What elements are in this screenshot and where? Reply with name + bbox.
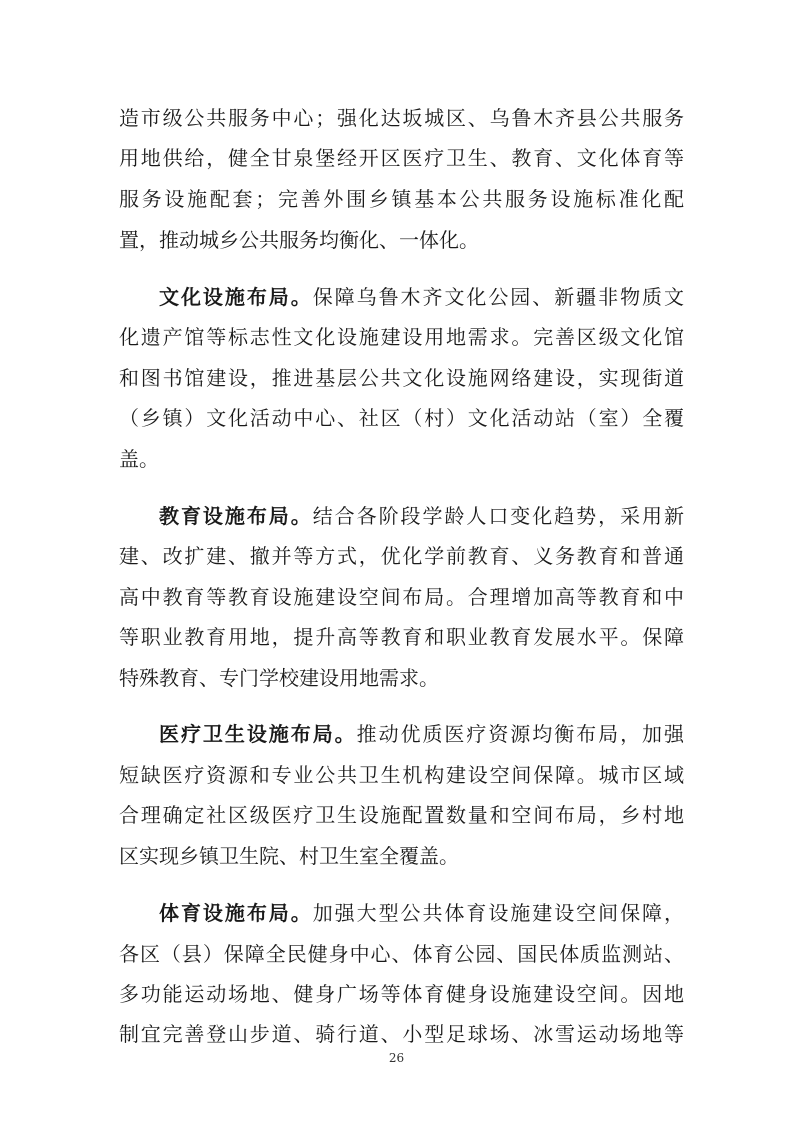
text-line: 服务设施配套；完善外围乡镇基本公共服务设施标准化配 (119, 187, 684, 211)
text-line: 制宜完善登山步道、骑行道、小型足球场、冰雪运动场地等 (119, 1022, 684, 1046)
paragraph-first-line (159, 285, 684, 309)
paragraph-first-line (159, 504, 684, 528)
text-line: 高中教育等教育设施建设空间布局。合理增加高等教育和中 (119, 585, 684, 609)
paragraph-heading: 教育设施布局。 (159, 504, 313, 528)
text-line: 合理确定社区级医疗卫生设施配置数量和空间布局，乡村地 (119, 803, 684, 827)
text-line: 短缺医疗资源和专业公共卫生机构建设空间保障。城市区域 (119, 763, 684, 787)
text-line: 多功能运动场地、健身广场等体育健身设施建设空间。因地 (119, 982, 684, 1006)
text-line: 用地供给，健全甘泉堡经开区医疗卫生、教育、文化体育等 (119, 146, 684, 170)
text-span: 结合各阶段学龄人口变化趋势，采用新 (312, 504, 685, 528)
text-line: 建、改扩建、撤并等方式，优化学前教育、义务教育和普通 (119, 544, 684, 568)
text-line: 特殊教育、专门学校建设用地需求。 (119, 666, 439, 690)
paragraph-heading: 体育设施布局。 (159, 901, 313, 925)
page-number: 26 (388, 1051, 405, 1065)
text-span: 保障乌鲁木齐文化公园、新疆非物质文 (312, 285, 685, 309)
text-line: 造市级公共服务中心；强化达坂城区、乌鲁木齐县公共服务 (119, 106, 684, 130)
text-line: （乡镇）文化活动中心、社区（村）文化活动站（室）全覆 (119, 406, 684, 430)
text-line: 和图书馆建设，推进基层公共文化设施网络建设，实现街道 (119, 366, 684, 390)
text-line: 置，推动城乡公共服务均衡化、一体化。 (119, 228, 479, 252)
paragraph-first-line (159, 901, 684, 925)
text-span: 加强大型公共体育设施建设空间保障， (312, 901, 685, 925)
text-line: 盖。 (119, 447, 159, 471)
paragraph-heading: 医疗卫生设施布局。 (159, 722, 357, 746)
text-line: 区实现乡镇卫生院、村卫生室全覆盖。 (119, 844, 459, 868)
paragraph-first-line (159, 722, 684, 746)
text-line: 各区（县）保障全民健身中心、体育公园、国民体质监测站、 (119, 942, 684, 966)
text-line: 等职业教育用地，提升高等教育和职业教育发展水平。保障 (119, 625, 684, 649)
text-line: 化遗产馆等标志性文化设施建设用地需求。完善区级文化馆 (119, 325, 684, 349)
text-span: 推动优质医疗资源均衡布局，加强 (356, 722, 685, 746)
paragraph-heading: 文化设施布局。 (159, 285, 313, 309)
